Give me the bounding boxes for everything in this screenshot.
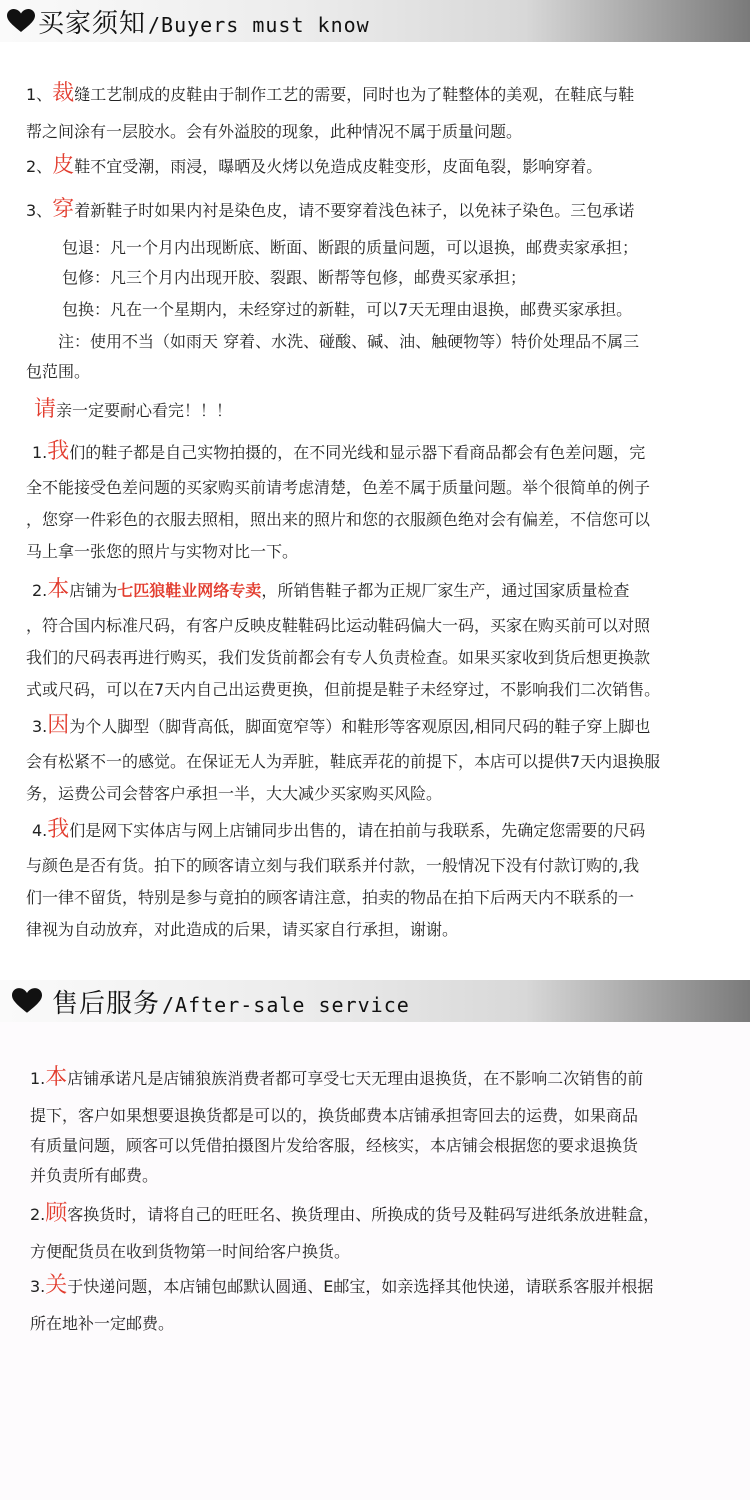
paragraph: 3.因为个人脚型（脚背高低，脚面宽窄等）和鞋形等客观原因,相同尺码的鞋子穿上脚也: [32, 713, 651, 738]
paragraph: 3、穿着新鞋子时如果内衬是染色皮，请不要穿着浅色袜子，以免袜子染色。三包承诺: [26, 197, 635, 222]
reminder: 请亲一定要耐心看完！！！: [34, 397, 233, 422]
paragraph: 1.我们的鞋子都是自己实物拍摄的，在不同光线和显示器下看商品都会有色差问题，完: [32, 439, 646, 464]
paragraph-line: 务，运费公司会替客户承担一半，大大减少买家购买风险。: [26, 784, 443, 803]
after-sale-service-section: [0, 980, 750, 1500]
paragraph-line: 方便配货员在收到货物第一时间给客户换货。: [30, 1242, 351, 1261]
paragraph: 4.我们是网下实体店与网上店铺同步出售的，请在拍前与我联系，先确定您需要的尺码: [32, 817, 646, 842]
note-cont: 包范围。: [26, 362, 91, 381]
section-header: [0, 0, 750, 42]
section-title-en: /After-sale service: [162, 992, 410, 1017]
guarantee-exchange: 包换：凡在一个星期内，未经穿过的新鞋，可以7天无理由退换，邮费买家承担。: [62, 300, 633, 319]
heart-icon: [4, 9, 38, 33]
section-title: 买家须知: [38, 8, 147, 39]
guarantee-return: 包退：凡一个月内出现断底、断面、断跟的质量问题，可以退换，邮费卖家承担；: [62, 238, 639, 257]
paragraph-line: 马上拿一张您的照片与实物对比一下。: [26, 542, 299, 561]
paragraph-line: 式或尺码，可以在7天内自己出运费更换，但前提是鞋子未经穿过，不影响我们二次销售。: [26, 680, 661, 699]
paragraph-line: 律视为自动放弃，对此造成的后果，请买家自行承担，谢谢。: [26, 920, 459, 939]
paragraph-line: 会有松紧不一的感觉。在保证无人为弄脏，鞋底弄花的前提下，本店可以提供7天内退换服: [26, 752, 661, 771]
paragraph-cont: 帮之间涂有一层胶水。会有外溢胶的现象，此种情况不属于质量问题。: [26, 122, 523, 141]
heart-icon: [10, 988, 44, 1014]
paragraph: 2、皮鞋不宜受潮，雨浸，曝晒及火烤以免造成皮鞋变形，皮面龟裂，影响穿着。: [26, 153, 603, 178]
paragraph-line: 们一律不留货，特别是参与竟拍的顾客请注意，拍卖的物品在拍下后两天内不联系的一: [26, 888, 635, 907]
paragraph: 1.本店铺承诺凡是店铺狼族消费者都可享受七天无理由退换货，在不影响二次销售的前: [30, 1065, 644, 1090]
store-name: 七匹狼鞋业网络专卖: [117, 581, 262, 600]
paragraph: 1、裁缝工艺制成的皮鞋由于制作工艺的需要，同时也为了鞋整体的美观，在鞋底与鞋: [26, 81, 635, 106]
paragraph-line: ，符合国内标准尺码，有客户反映皮鞋鞋码比运动鞋码偏大一码，买家在购买前可以对照: [26, 616, 651, 635]
paragraph: 2.本店铺为七匹狼鞋业网络专卖，所销售鞋子都为正规厂家生产，通过国家质量检查: [32, 577, 630, 602]
paragraph: 3.关于快递问题，本店铺包邮默认圆通、E邮宝，如亲选择其他快递，请联系客服并根据: [30, 1273, 654, 1298]
paragraph-line: 所在地补一定邮费。: [30, 1314, 175, 1333]
paragraph-line: 提下，客户如果想要退换货都是可以的，换货邮费本店铺承担寄回去的运费，如果商品: [30, 1106, 639, 1125]
section-title: 售后服务: [52, 988, 161, 1019]
paragraph: 2.顾客换货时，请将自己的旺旺名、换货理由、所换成的货号及鞋码写进纸条放进鞋盒，: [30, 1201, 660, 1226]
paragraph-line: 我们的尺码表再进行购买，我们发货前都会有专人负责检查。如果买家收到货后想更换款: [26, 648, 651, 667]
paragraph-line: 与颜色是否有货。拍下的顾客请立刻与我们联系并付款，一般情况下没有付款订购的,我: [26, 856, 640, 875]
paragraph-line: 全不能接受色差问题的买家购买前请考虑清楚，色差不属于质量问题。举个很简单的例子: [26, 478, 651, 497]
section-header: [0, 980, 750, 1022]
section-title-en: /Buyers must know: [148, 12, 370, 37]
paragraph-line: 有质量问题，顾客可以凭借拍摄图片发给客服，经核实，本店铺会根据您的要求退换货: [30, 1136, 639, 1155]
paragraph-line: 并负责所有邮费。: [30, 1166, 159, 1185]
note: 注：使用不当（如雨天 穿着、水洗、碰酸、碱、油、触硬物等）特价处理品不属三: [58, 332, 640, 351]
guarantee-repair: 包修：凡三个月内出现开胶、裂跟、断帮等包修，邮费买家承担；: [62, 268, 527, 287]
paragraph-line: ，您穿一件彩色的衣服去照相，照出来的照片和您的衣服颜色绝对会有偏差，不信您可以: [26, 510, 651, 529]
